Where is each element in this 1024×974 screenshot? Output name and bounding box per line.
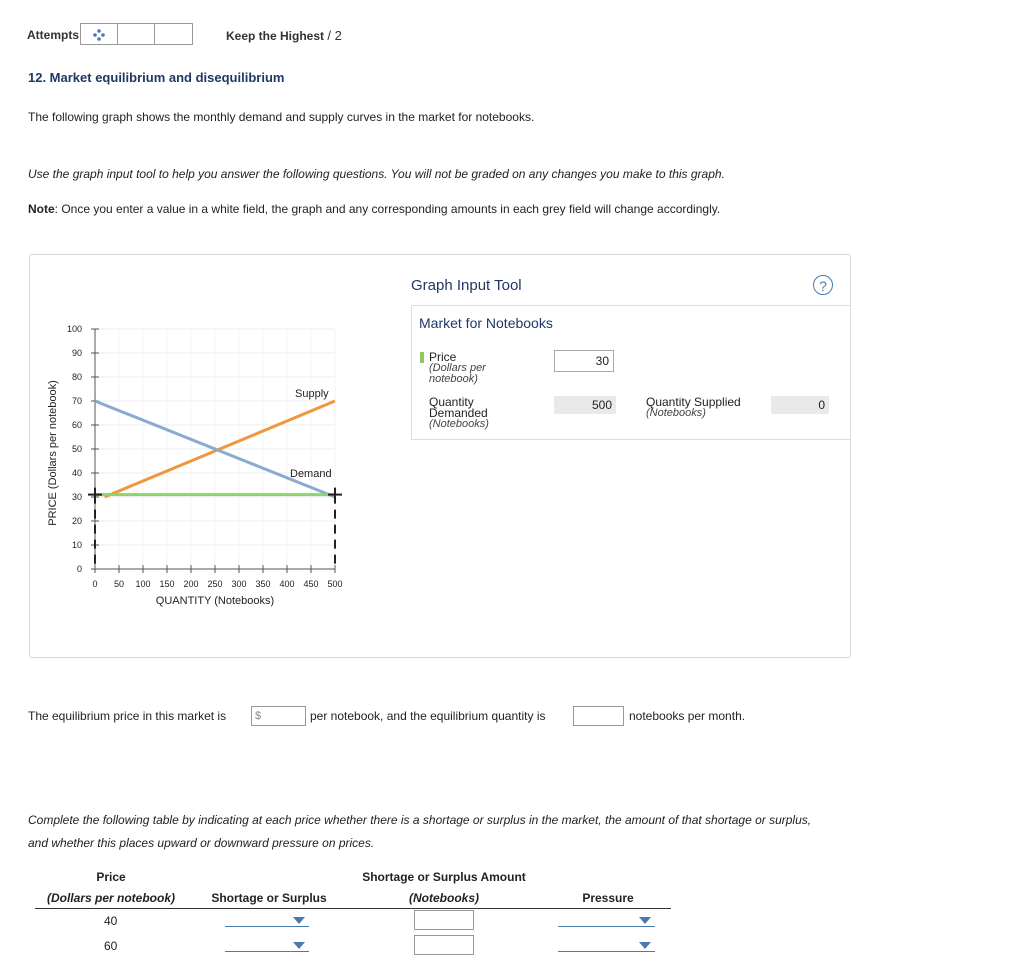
note-body: : Once you enter a value in a white field, the graph and any corresponding amounts in each grey field will change accordingly. <box>54 202 721 216</box>
y-tick-label: 60 <box>71 420 82 430</box>
amount-input-60[interactable] <box>414 935 474 955</box>
x-axis-title: QUANTITY (Notebooks) <box>155 595 275 607</box>
amount-input-40[interactable] <box>414 910 474 930</box>
attempt-box-1 <box>80 23 118 45</box>
col-pressure-header: Pressure <box>582 891 634 905</box>
x-tick-label: 450 <box>303 579 319 589</box>
y-tick-label: 30 <box>71 492 82 502</box>
x-tick-label: 250 <box>207 579 223 589</box>
equilibrium-quantity-input[interactable] <box>573 706 624 726</box>
equilibrium-price-input[interactable] <box>251 706 306 726</box>
eq-text-3: notebooks per month. <box>629 709 746 723</box>
shortage-surplus-dropdown-40[interactable] <box>225 913 309 927</box>
question-icon[interactable]: ? <box>813 275 833 295</box>
shortage-surplus-dropdown-60[interactable] <box>225 938 309 952</box>
y-tick-label: 90 <box>71 348 82 358</box>
row-price-60: 60 <box>104 939 118 953</box>
quantity-supplied-value: 0 <box>771 396 829 414</box>
chevron-down-icon <box>639 917 651 924</box>
chevron-down-icon <box>639 942 651 949</box>
qs-label: Quantity Supplied <box>646 395 741 409</box>
x-tick-label: 100 <box>135 579 151 589</box>
y-tick-label: 100 <box>66 324 82 334</box>
price-unit-1: (Dollars per <box>429 362 486 374</box>
pressure-dropdown-60[interactable] <box>558 938 655 952</box>
intro-text: The following graph shows the monthly demand and supply curves in the market for notebooks. <box>28 110 535 124</box>
qd-label-block <box>429 397 489 430</box>
col-amount-header: Shortage or Surplus Amount <box>362 870 526 884</box>
right-price-handle[interactable] <box>328 488 342 502</box>
left-price-handle[interactable] <box>88 488 102 502</box>
x-tick-label: 200 <box>183 579 199 589</box>
demand-label: Demand <box>290 468 332 480</box>
attempt-box-3 <box>154 23 193 45</box>
supply-demand-chart[interactable] <box>40 315 360 615</box>
pressure-dropdown-40[interactable] <box>558 913 655 927</box>
price-color-swatch <box>420 352 424 363</box>
price-label-block <box>429 352 486 385</box>
keep-highest-label <box>226 28 342 43</box>
qd-unit: (Notebooks) <box>429 418 489 430</box>
y-tick-label: 50 <box>71 444 82 454</box>
note-label: Note <box>28 202 55 216</box>
price-input[interactable]: 30 <box>554 350 614 372</box>
supply-label: Supply <box>295 388 329 400</box>
x-tick-label: 350 <box>255 579 271 589</box>
x-tick-label: 400 <box>279 579 295 589</box>
table-intro-1: Complete the following table by indicating at each price whether there is a shortage or surplus in the market, the amount of that shortage or surplus, <box>28 813 812 827</box>
y-tick-label: 70 <box>71 396 82 406</box>
attempts-label: Attempts <box>27 28 80 42</box>
attempt-box-2 <box>117 23 155 45</box>
chevron-down-icon <box>293 942 305 949</box>
diamond-dots-icon <box>81 24 117 44</box>
qs-label-block <box>646 397 741 419</box>
y-axis-title: PRICE (Dollars per notebook) <box>47 380 59 526</box>
y-tick-label: 0 <box>76 564 82 574</box>
table-intro-2: and whether this places upward or downward pressure on prices. <box>28 836 375 850</box>
col-shortage-header: Shortage or Surplus <box>211 891 327 905</box>
x-tick-label: 150 <box>159 579 175 589</box>
price-unit-2: notebook) <box>429 373 478 385</box>
eq-text-1: The equilibrium price in this market is <box>28 709 227 723</box>
col-price-header: Price <box>96 870 126 884</box>
qd-label-2: Demanded <box>429 406 488 420</box>
x-tick-label: 0 <box>92 579 98 589</box>
note-text <box>28 202 720 216</box>
eq-text-2: per notebook, and the equilibrium quantity is <box>310 709 546 723</box>
quantity-demanded-value: 500 <box>554 396 616 414</box>
dollar-prefix: $ <box>255 710 262 722</box>
col-amount-unit: (Notebooks) <box>409 891 479 905</box>
score-text: / 2 <box>327 28 342 43</box>
x-tick-label: 300 <box>231 579 247 589</box>
instructions-text: Use the graph input tool to help you answer the following questions. You will not be graded on any changes you make to this graph. <box>28 167 725 181</box>
x-tick-label: 500 <box>327 579 343 589</box>
chevron-down-icon <box>293 917 305 924</box>
price-label: Price <box>429 350 457 364</box>
y-tick-label: 80 <box>71 372 82 382</box>
question-title: 12. Market equilibrium and disequilibrium <box>28 70 285 85</box>
graph-input-tool-title: Graph Input Tool <box>411 277 522 294</box>
table-rule <box>35 908 671 909</box>
y-tick-label: 20 <box>71 516 82 526</box>
row-price-40: 40 <box>104 914 118 928</box>
market-title: Market for Notebooks <box>419 315 553 331</box>
y-tick-label: 40 <box>71 468 82 478</box>
col-price-unit: (Dollars per notebook) <box>46 891 175 905</box>
qs-unit: (Notebooks) <box>646 407 706 419</box>
x-tick-label: 50 <box>113 579 125 589</box>
qd-label-1: Quantity <box>429 395 474 409</box>
y-tick-label: 10 <box>71 540 82 550</box>
keep-highest-text: Keep the Highest <box>226 29 325 43</box>
